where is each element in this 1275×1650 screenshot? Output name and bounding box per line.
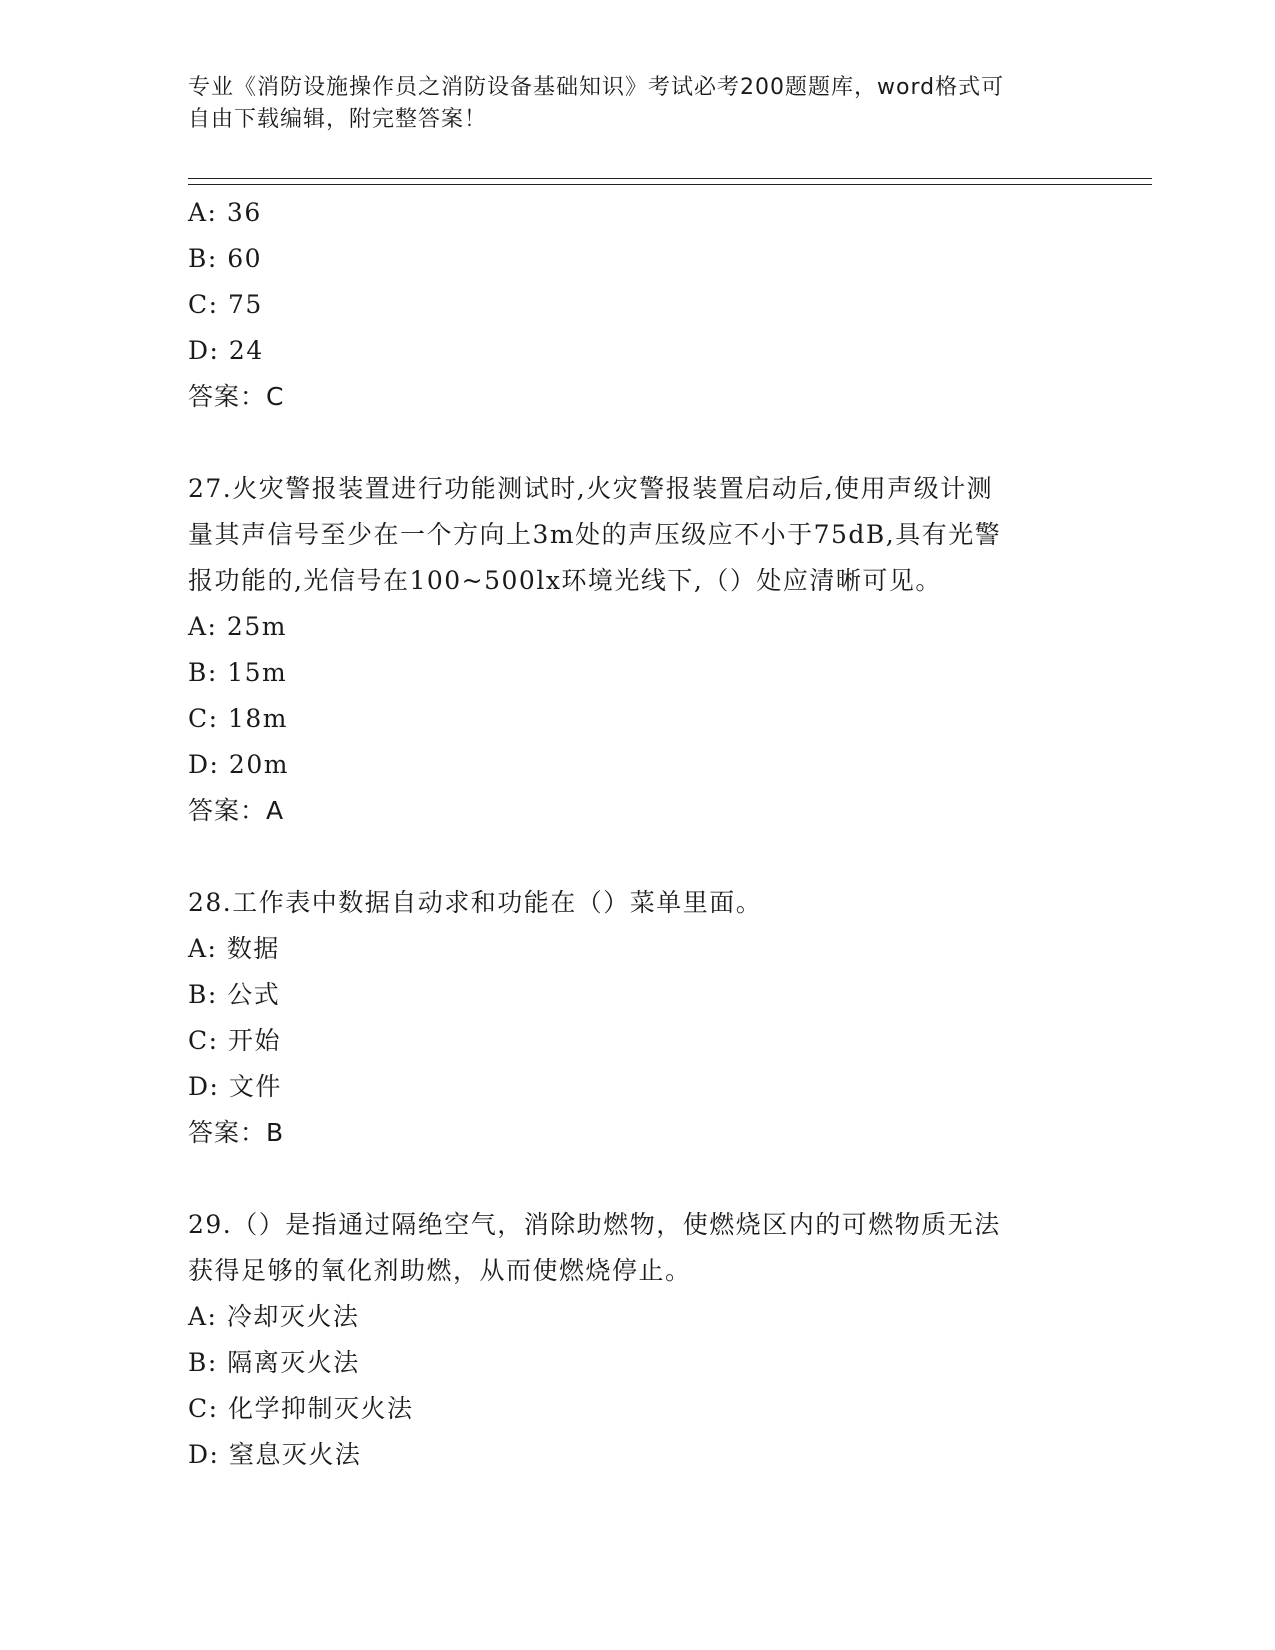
- header-divider: [188, 178, 1152, 185]
- question-29: [188, 1202, 1088, 1478]
- header-line-1: 专业《消防设施操作员之消防设备基础知识》考试必考200题题库，word格式可: [188, 75, 1005, 100]
- answer: 答案：C: [188, 382, 285, 411]
- page-header: [188, 72, 1088, 136]
- option-d: D: 20m: [188, 750, 289, 779]
- answer: 答案：B: [188, 1118, 285, 1147]
- question-stem: 29.（）是指通过隔绝空气，消除助燃物，使燃烧区内的可燃物质无法: [188, 1210, 1001, 1239]
- option-c: C: 开始: [188, 1026, 281, 1055]
- question-list: [188, 190, 1088, 1478]
- option-b: B: 15m: [188, 658, 288, 687]
- option-c: C: 18m: [188, 704, 289, 733]
- option-d: D: 窒息灭火法: [188, 1440, 362, 1469]
- option-a: A: 25m: [188, 612, 287, 641]
- question-stem: 27.火灾警报装置进行功能测试时,火灾警报装置启动后,使用声级计测: [188, 474, 994, 503]
- question-stem: 量其声信号至少在一个方向上3m处的声压级应不小于75dB,具有光警: [188, 520, 1002, 549]
- option-d: D: 文件: [188, 1072, 282, 1101]
- spacer: [188, 1156, 1088, 1202]
- question-26: [188, 190, 1088, 420]
- option-a: A: 36: [188, 198, 262, 227]
- spacer: [188, 420, 1088, 466]
- header-line-2: 自由下载编辑，附完整答案！: [188, 107, 488, 132]
- option-b: B: 公式: [188, 980, 281, 1009]
- option-b: B: 隔离灭火法: [188, 1348, 360, 1377]
- question-stem: 报功能的,光信号在100~500lx环境光线下,（）处应清晰可见。: [188, 566, 942, 595]
- option-a: A: 数据: [188, 934, 280, 963]
- question-stem: 获得足够的氧化剂助燃，从而使燃烧停止。: [188, 1256, 692, 1285]
- option-a: A: 冷却灭火法: [188, 1302, 360, 1331]
- question-28: [188, 880, 1088, 1156]
- option-b: B: 60: [188, 244, 263, 273]
- question-stem: 28.工作表中数据自动求和功能在（）菜单里面。: [188, 888, 763, 917]
- spacer: [188, 834, 1088, 880]
- question-27: [188, 466, 1088, 834]
- option-c: C: 75: [188, 290, 263, 319]
- option-d: D: 24: [188, 336, 264, 365]
- answer: 答案：A: [188, 796, 285, 825]
- option-c: C: 化学抑制灭火法: [188, 1394, 414, 1423]
